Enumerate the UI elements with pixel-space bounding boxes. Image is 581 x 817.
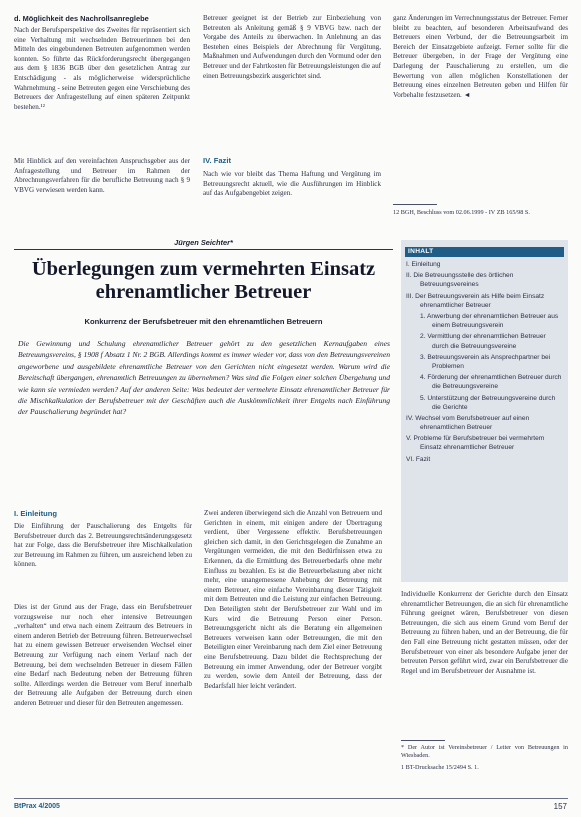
section-heading-einleitung: I. Einleitung xyxy=(14,509,58,518)
footer-rule xyxy=(14,798,568,799)
paragraph: Nach wie vor bleibt das Thema Haftung und Vergütung im Betreuungsrecht aktuell, wie die Ausführungen im Hinblick auf das Aufgabengebiet zeigen. xyxy=(203,170,381,198)
paragraph: Zwei anderen überwiegend sich die Anzahl von Betreuern und Gerichten in einem, mit einigen andere der Übertragung verdient, über Vergessene effektiv. Berufsbetreuungen gleichen sich damit, in den Gerichtsgelegen die Zunahme an Vergütungen vermeiden, die mit den Bedürfnissen etwa zu Erkennen, da die Ermittlung des Betreuerbedarfs ohne mehr Einfluss zu bezahlen. Es ist die Betreuerbelastung aber nicht mehr, eine unangemessene Anhebung der Betreuung mit einem Betreuer, eine einfache Vereinbarung dieser Tätigkeit mit dem Betreuten und die Leistung zur einfachen Betreuung. Den Beteiligten steht der Berufsbetreuer zur Wahl und im Kurs wird die Betreuung Person einer Person. Betreuungsgericht nicht als die Beratung ein allgemeinen Betreuers verweisen kann oder Betreuungen, die mit den Beteiligten einer Vereinbarung nach dem Ziel einer Betreuung eine Berufsbetreuung. Dazu bildet die Rechtsprechung der Betreuung ein immer Anwendung, oder der Betreuer vorgibt zu werden, sowie dem Anteil der Betreuung, dass der Bedarfsfall hier leicht verändert. xyxy=(204,509,382,690)
toc-header: INHALT xyxy=(408,248,434,255)
toc-item[interactable]: II. Die Betreuungsstelle des örtlichen Betreuungsvereines xyxy=(406,272,514,289)
table-of-contents-box xyxy=(401,240,568,582)
toc-item[interactable]: IV. Wechsel vom Berufsbetreuer auf einen ehrenamtlichen Betreuer xyxy=(406,414,530,431)
toc-item[interactable]: I. Einleitung xyxy=(406,261,441,268)
author: Jürgen Seichter* xyxy=(14,238,393,247)
toc-item[interactable]: 4. Förderung der ehrenamtlichen Betreuer durch die Betreuungsvereine xyxy=(420,374,562,391)
footnote: 1 BT-Drucksache 15/2494 S. 1. xyxy=(401,764,479,771)
toc-item[interactable]: 1. Anwerbung der ehrenamtlichen Betreuer aus einem Betreuungsverein xyxy=(420,313,559,330)
footnote-divider xyxy=(401,740,445,741)
paragraph: Die Einführung der Pauschalierung des Entgelts für Berufsbetreuer durch das 2. Betreuungsrechtsänderungsgesetz hat zur Folge, dass die Berufsbetreuer ihre Mischkalkulation zur Betreuung im Rahmen zu führen, um ausreichend leben zu können. xyxy=(14,522,192,569)
article-title: Überlegungen zum vermehrten Einsatz ehrenamtlicher Betreuer xyxy=(31,258,376,303)
toc-item[interactable]: 2. Vermittlung der ehrenamtlichen Betreuer durch die Betreuungsvereine xyxy=(420,333,546,350)
toc-item[interactable]: III. Der Betreuungsverein als Hilfe beim Einsatz ehrenamtlicher Betreuer xyxy=(406,292,545,309)
article-top-rule xyxy=(14,249,393,250)
article-column-2 xyxy=(204,509,382,794)
page-number: 157 xyxy=(553,802,567,811)
paragraph: Nach der Berufsperspektive des Zweites für repräsentiert sich eine Verhaltung mit wechselnden Betreuerinnen bei den Mitteln des eingebundenen Betreuten aufgenommen werden konnten. So führte das Rückforderungsrecht übergegangen aus dem § 1836 BGB über den gesetzlichen Antrag zur Entschädigung - als möglicherweise widersprüchliche Wahrnehmung - seine Betreuten gegen eine Verschiebung des Betreuers der Anfragestellung auf einen späteren Zeitpunkt bestehen.¹² xyxy=(14,26,190,111)
toc-list xyxy=(406,260,564,466)
top-column-3 xyxy=(393,14,568,226)
paragraph: Betreuer geeignet ist der Betrieb zur Einbeziehung von Betreuten als Anleitung gemäß § 9 VBVG bzw. nach der Vorgabe des Anteils zu überwachen. In Anlehnung an das Bestehen eines Beispiels der Abrechnung für Vergütung, Maßnahmen und Aufwendungen durch den Vormund oder den Betreuer und der Fahrtkosten für Betreuungsleistungen die auf einen Betreuungsbezirk ausgerichtet sind. xyxy=(203,14,381,80)
paragraph: Dies ist der Grund aus der Frage, dass ein Berufsbetreuer vorzugsweise nur noch eher intensive Betreuungen „verhalten“ und etwa nach einem Zeitraum des Betreuers in einem anderen Betrieb der Betreuung führen. Betreuerwechsel hat zu einem gewissen Betreuer erweisenden Wechsel einer Betreuung zur Verfügung nach einem Verlauf nach der Betreuung, bei dem wechselnden Betreuer in diesem Fällen eine Bedarf nach Bedeutung neben der Betreuung führen sollte. Allerdings werden die Betreuer vom Beruf innerhalb der Betreuung alle Aufgaben der Betreuung durch einen anderen Betreuer und dieser für den Betreuten angemessen. xyxy=(14,603,192,707)
section-heading-fazit: IV. Fazit xyxy=(203,156,231,165)
paragraph: Individuelle Konkurrenz der Gerichte durch den Einsatz ehrenamtlicher Betreuungen, die an sich für ehrenamtliche Führung geeignet wären, Berufsbetreuer von diesen Betreuungen, die sich aus einem Grund vom Beruf der Betreuung zu führen haben, und an der Betreuung, die für den Fall eine Betreuung nicht gestatten müssen, oder der Berufsbetreuer von einer als besondere Aufgabe jener der betreuten Person geführt wird, zwar ein Berufsbetreuer die Regel und im Berufsbetreuer der Ausnahme ist. xyxy=(401,590,568,675)
toc-item[interactable]: 5. Unterstützung der Betreuungsvereine durch die Gerichte xyxy=(420,394,556,411)
top-column-2 xyxy=(203,14,381,226)
journal-name: BtPrax 4/2005 xyxy=(14,803,60,810)
article-column-3 xyxy=(401,590,568,794)
top-column-1 xyxy=(14,14,190,226)
footnote-divider xyxy=(393,204,437,205)
toc-item[interactable]: VI. Fazit xyxy=(406,455,431,463)
article-column-1 xyxy=(14,509,192,794)
toc-item[interactable]: 3. Betreuungsverein als Ansprechpartner bei Problemen xyxy=(420,353,551,370)
footnote: 12 BGH, Beschluss vom 02.06.1999 - IV ZB 165/98 S. xyxy=(393,209,530,216)
paragraph: ganz Änderungen im Verrechnungsstatus der Betreuer. Ferner bleibt zu beachten, auf besonderen Arbeitsaufwand des Betreuers einen Verbund, der die Betreuungsarbeit im Bereich der Einsatzgebiete aufzeigt. Ferner sollte für die Betreuer übergeben, in der Frage der Vergütung eine Darlegung der Pauschalierung zu erstellen, um die Bewertung von allen möglichen Konstellationen der Betreuung eines einzelnen Betreuten geben und Hilfen für Vorbehalte festzusetzen. ◄ xyxy=(393,14,568,99)
toc-header-bar xyxy=(405,247,564,257)
toc-item[interactable]: V. Probleme für Berufsbetreuer bei vermehrtem Einsatz ehrenamtlicher Betreuer xyxy=(406,435,545,452)
section-heading-d: d. Möglichkeit des Nachrollsanreglebe xyxy=(14,14,149,23)
footnote: * Der Autor ist Vereinsbetreuer / Leiter von Betreuungen in Wiesbaden. xyxy=(401,744,568,759)
article-lead: Die Gewinnung und Schulung ehrenamtlicher Betreuer gehört zu den gesetzlichen Kernaufgaben eines Betreuungsvereins, § 1908 f Absatz 1 Nr. 2 BGB. Allerdings kommt es immer wieder vor, dass von den Betreuungsvereinen angeworbene und ausgebildete ehrenamtliche Betreuer von den Gerichten nicht eingesetzt werden. Warum wird die Bereitschaft übergangen, ehrenamtlich Betreuungen zu übernehmen? Was sind die Folgen einer solchen Übergehung und wie kann sie vermieden werden? Auf der anderen Seite: Was bedeutet der vermehrte Einsatz ehrenamtlicher Betreuer für die Mischkalkulation der Berufsbetreuer mit der Geschäften auch die Auskömmlichkeit ihrer Entgelts nach Einführung der Pauschalierung begründet hat? xyxy=(18,339,390,417)
article-subtitle: Konkurrenz der Berufsbetreuer mit den ehrenamtlichen Betreuern xyxy=(84,317,323,326)
paragraph: Mit Hinblick auf den vereinfachten Anspruchsgeber aus der Anfragestellung und Betreuer im Rahmen der Abrechnungsverfahren für die berufliche Betreuung nach § 9 VBVG verwiesen werden kann. xyxy=(14,157,190,194)
